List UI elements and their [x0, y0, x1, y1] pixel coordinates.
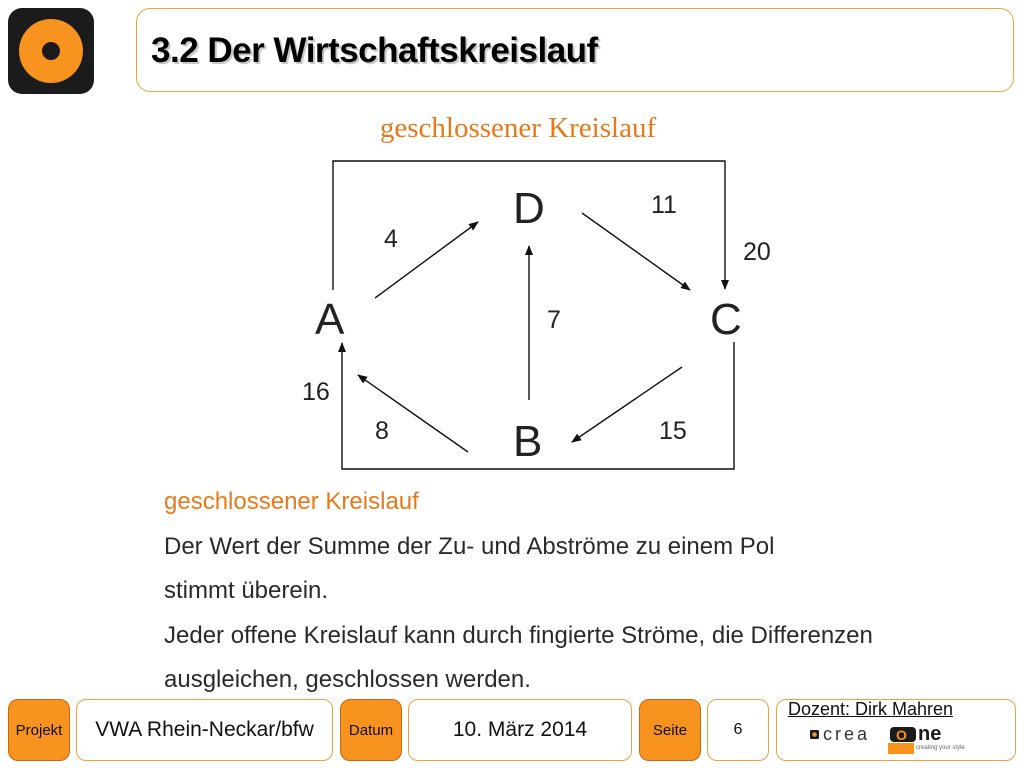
page-number: 6 — [733, 721, 743, 738]
diagram-subtitle: geschlossener Kreislauf — [379, 112, 657, 144]
brand-pre: crea — [823, 724, 871, 744]
explanation-line: Jeder offene Kreislauf kann durch fingierte Ströme, die Differenzen — [164, 621, 873, 649]
flow-value-a-d: 4 — [384, 225, 398, 253]
brand-tagline: creating your style — [916, 745, 965, 751]
page-title: 3.2 Der Wirtschaftskreislauf — [151, 31, 598, 70]
flow-value-d-c: 11 — [651, 191, 677, 219]
flow-value-b-d: 7 — [547, 306, 561, 334]
brand-post: ne — [918, 723, 942, 745]
creaone-logo — [808, 722, 998, 756]
node-c: C — [710, 295, 742, 344]
page-tag-label: Seite — [652, 721, 688, 739]
lecturer-name: Dozent: Dirk Mahren — [788, 699, 954, 719]
date-field — [408, 699, 632, 761]
project-field — [76, 699, 333, 761]
node-d: D — [513, 184, 545, 233]
flow-value-c-a: 16 — [302, 378, 330, 406]
page-tag — [639, 699, 701, 761]
explanation-heading: geschlossener Kreislauf — [164, 488, 419, 515]
explanation-text — [164, 480, 1014, 703]
date-value: 10. März 2014 — [452, 718, 588, 741]
flow-value-a-c: 20 — [743, 238, 771, 266]
brand-o: O — [896, 727, 907, 743]
flow-value-b-a: 8 — [375, 417, 389, 445]
explanation-line: stimmt überein. — [164, 577, 329, 604]
project-tag-label: Projekt — [15, 721, 63, 739]
node-a: A — [315, 295, 345, 344]
flow-arrow-d-c — [582, 213, 690, 290]
page-field — [707, 699, 769, 761]
explanation-line: Der Wert der Summe der Zu- und Abströme zu einem Pol — [164, 532, 775, 560]
explanation-line: ausgleichen, geschlossen werden. — [164, 666, 531, 693]
project-value: VWA Rhein-Neckar/bfw — [95, 718, 314, 741]
project-tag — [8, 699, 70, 761]
date-tag-label: Datum — [348, 721, 394, 739]
node-b: B — [513, 417, 543, 466]
flow-value-c-b: 15 — [659, 417, 687, 445]
date-tag — [340, 699, 402, 761]
